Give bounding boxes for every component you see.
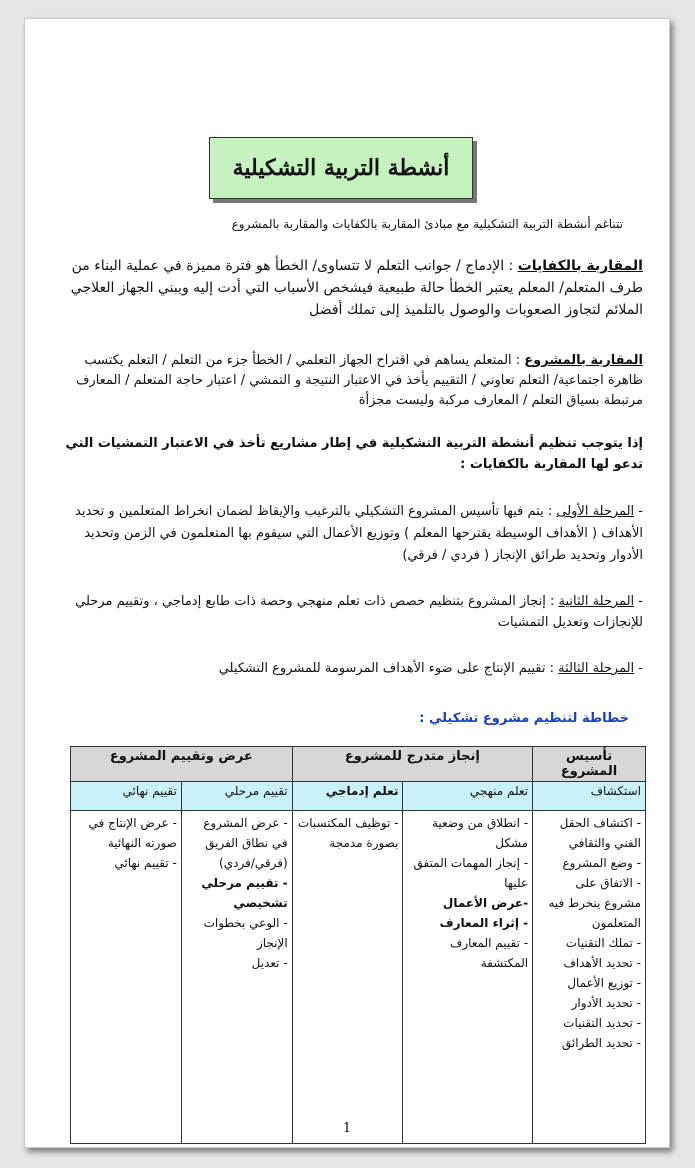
project-text: : المتعلم يساهم في اقتراح الجهاز التعلمي / الخطأ جزء من التعلم / التعلم يكتسب ظاهرة اجتماعية/ التعلم تعاوني / التقييم يأخذ في الاعتبار النتيجة و التمشي / اعتبار حاجة المتعلم / المعارف مرتبطة بسياق التعلم / المعارف مركبة وليست مجزأة [75,353,643,408]
header-gradual-execution: إنجاز متدرج للمشروع [292,747,532,782]
list-item: - عرض الإنتاج في صورته النهائية [88,816,177,850]
dash: - [634,594,643,609]
table-subheader-row [71,782,646,811]
phase1-text: : يتم فيها تأسيس المشروع التشكيلي بالترغيب والإيقاظ لضمان انخراط المتعلمين و تحديد الأهداف ( الأهداف الوسيطة يقترحها المعلم ) وتوزيع الأعمال التي سيقوم بها المتعلمون في الزمن وتحديد الأدوار وتحديد طرائق الإنجاز ( فردي / فرقي) [75,504,643,563]
cell-interim [181,811,292,1144]
table-header-row [71,747,646,782]
dash: - [634,504,643,519]
table-body-row [71,811,646,1144]
project-paragraph [61,351,643,411]
plan-title: خطاطة لتنظيم مشروع تشكيلي : [419,711,629,726]
document-page [24,18,670,1148]
list-item: - إنجاز المهمات المتفق عليها [413,856,529,890]
list-item: - تحديد الأهداف [563,956,641,970]
cell-methodical [403,811,533,1144]
subheader-methodical: تعلم منهجي [403,782,533,811]
list-item: - وضع المشروع [562,856,641,870]
phase2-label: المرحلة الثانية [558,594,635,609]
list-item: - توظيف المكتسبات بصورة مدمجة [297,816,399,850]
phase2-text: : إنجاز المشروع بتنظيم حصص ذات تعلم منهجي وحصة ذات طابع إدماجي ، وتقييم مرحلي للإنجازات وتعديل التمشيات [75,594,643,630]
competencies-text: : الإدماج / جوانب التعلم لا تتساوى/ الخطأ هو فترة مميزة في عملية البناء من طرف المتعلم/ المعلم يعتبر الخطأ حالة طبيعية فيشخص الأسباب التي أدت إليه ويبني الجهاز العلاجي الملائم لتجاوز الصعوبات والوصول بالتلميذ إلى تملك أفضل [70,258,643,318]
subheader-final: تقييم نهائي [71,782,182,811]
phase1-label: المرحلة الأولى [556,504,635,519]
organization-paragraph: إذا يتوجب تنظيم أنشطة التربية التشكيلية في إطار مشاريع تأخذ في الاعتبار التمشيات التي تدعو لها المقاربة بالكفايات : [65,436,643,472]
competencies-paragraph [61,255,643,321]
phase3-paragraph [61,659,643,678]
cell-integrative [292,811,403,1144]
subheader-discovery: استكشاف [533,782,646,811]
list-item: - الوعي بخطوات الإنجاز [203,916,288,950]
list-item: - تعديل [251,956,288,970]
cell-discovery [533,811,646,1144]
phase3-text: : تقييم الإنتاج على ضوء الأهداف المرسومة للمشروع التشكيلي [218,661,559,676]
phase2-paragraph [61,591,643,633]
page-title: أنشطة التربية التشكيلية [232,155,450,181]
list-item: - تحديد التقنيات [563,1016,641,1030]
phase1-paragraph [61,501,643,567]
intro-text: تتناغم أنشطة التربية التشكيلية مع مبادئ المقاربة بالكفايات والمقاربة بالمشروع [231,217,623,231]
list-item: - تحديد الأدوار [571,996,641,1010]
list-item: - تقييم المعارف المكتشفة [449,936,529,970]
page-number: 1 [342,1121,352,1136]
project-label: المقاربة بالمشروع [524,353,643,368]
project-plan-table [70,746,646,1144]
list-item: - إثراء المعارف [439,916,529,930]
list-item: -عرض الأعمال [442,896,529,910]
list-item: - عرض المشروع في نطاق الفريق (فرقي/فردي) [203,816,288,870]
list-item: - تملك التقنيات [565,936,641,950]
list-item: - اكتشاف الحقل الفني والثقافي [559,816,641,850]
header-project-founding: تأسيس المشروع [533,747,646,782]
list-item: - تقييم مرحلي تشخيصي [201,876,288,910]
list-item: - الاتفاق على مشروع ينخرط فيه المتعلمون [548,876,641,930]
header-presentation-evaluation: عرض وتقييم المشروع [71,747,293,782]
title-box [209,137,473,199]
competencies-label: المقاربة بالكفايات [517,258,643,274]
list-item: - توزيع الأعمال [567,976,641,990]
list-item: - انطلاق من وضعية مشكل [431,816,529,850]
list-item: - تقييم نهائي [114,856,177,870]
subheader-interim: تقييم مرحلي [181,782,292,811]
list-item: - تحديد الطرائق [561,1036,641,1050]
dash: - [634,661,643,676]
cell-final [71,811,182,1144]
subheader-integrative: تعلم إدماجي [292,782,403,811]
phase3-label: المرحلة الثالثة [558,661,635,676]
